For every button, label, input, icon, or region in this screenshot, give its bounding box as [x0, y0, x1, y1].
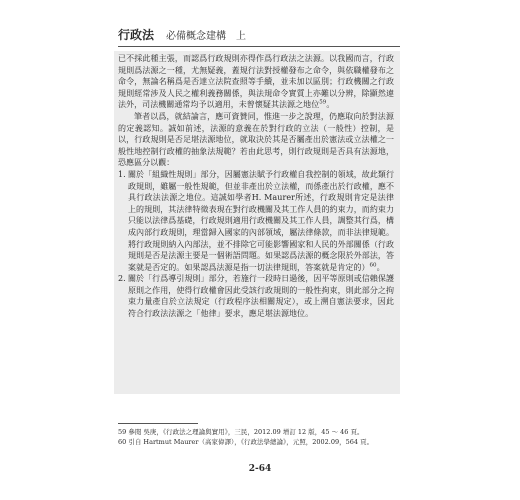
list-item-1-text: 關於「組織性規則」部分，因屬憲法賦予行政權自我控制的領域，故此類行政規則，雖屬一般性規範，但並非產出於立法權，而係產出於行政權，應不具行政法法源之地位。這誠如學者H. Maurer所述，行政規則肯定是法律上的規則，其法律特徵表現在對行政機關及其工作人員的約束力，而約束力只能以法律爲基礎，行政規則適用行政機關及其工作人員，調整其行爲，構成內部行政規則，理當歸入國家的內部領域，屬法律條款，而非法律規範。將行政規則納入內部法，並不排除它可能影響國家和人民的外部關係（行政規則是否是法源主要是一個術語問題。如果認爲法源的概念限於外部法，答案就是否定的。如果認爲法源是指一切法律規則，答案就是肯定的） [128, 169, 394, 272]
paragraph-1-text: 已不採此種主張，而認爲行政規則亦得作爲行政法之法源。以我國而言，行政規則爲法源之一種，尤無疑義，蓋規行法對授權發布之命令，與依職權發布之命令，無論名稱爲是否達立法院查照等手續，並未加以區別；行政機關之行政規則經常涉及人民之權利義務關係，與法規命令實質上亦難以分辨，除顯然違法外，司法機關通常均予以適用，未曾懷疑其法源之地位 [118, 54, 394, 110]
header-subtitle: 必備概念建構 [166, 31, 227, 42]
footnote-ref-59[interactable]: 59 [319, 99, 327, 106]
list-item-1-body [128, 169, 394, 273]
paragraph-1 [118, 53, 394, 111]
list-item-2 [118, 273, 394, 319]
header-volume: 上 [236, 31, 247, 42]
footnotes [118, 427, 400, 447]
list-item-1-end: 。 [376, 262, 385, 272]
footnote-rule [118, 423, 198, 424]
footnote-ref-60[interactable]: 60 [369, 262, 377, 269]
page-number: 2-64 [248, 464, 272, 474]
main-text [118, 53, 394, 320]
list-item-1-number: 1. [118, 169, 126, 179]
list-item-1 [118, 169, 394, 273]
paragraph-2: 筆者以爲，就結論言，應可資贊同，惟進一步之說理，仍應取向於對法源的定義認知。誠如前述，法源的意義在於對行政的立法（一般性）控制，是以，行政規則是否足堪法源地位，就取決於其是否屬產出於憲法或立法權之一般性地控制行政權的抽象法規範？若由此思考，則行政規則是否具有法源地，恐應區分以觀： [118, 111, 394, 168]
header-rule [118, 46, 400, 47]
running-header [118, 26, 398, 44]
footnote-60: 60 引自 Hartmut Maurer（高家偉譯），《行政法學總論》，元照，2002.09，564 頁。 [118, 438, 374, 446]
header-title: 行政法 [118, 28, 155, 42]
footnote-59: 59 參閱 吳庚，《行政法之理論與實用》，三民，2012.09 增訂 12 版，45 ～ 46 頁。 [118, 428, 364, 436]
list-item-2-text: 關於「行爲導引規則」部分，若施行一段時日過後，因平等原則或信賴保護原則之作用，使得行政權會因此受該行政規則的一般性拘束，則此部分之拘束力量產自於立法規定（行政程序法相關規定），或上溯自憲法要求，因此符合行政法法源之「他律」要求，應足堪法源地位。 [128, 274, 394, 319]
paragraph-1-end: 。 [326, 100, 335, 110]
list-item-2-number: 2. [118, 274, 126, 284]
